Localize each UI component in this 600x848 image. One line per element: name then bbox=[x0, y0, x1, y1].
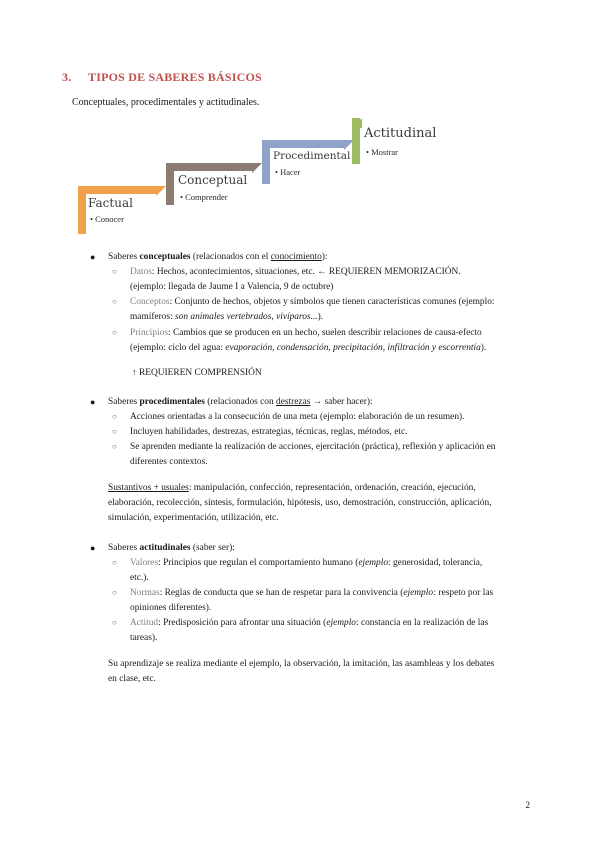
circle-bullet: ○ bbox=[112, 588, 117, 597]
principios-line-2: (ejemplo: ciclo del agua: evaporación, condensación, precipitación, infiltración y escorrentía). bbox=[130, 343, 487, 353]
procedimentales-item: Se aprenden mediante la realización de acciones, ejercitación (práctica), reflexión y aplicación en bbox=[130, 442, 496, 452]
closing-line: Su aprendizaje se realiza mediante el ejemplo, la observación, la imitación, las asambleas y los debates bbox=[108, 659, 495, 669]
datos-line-2: (ejemplo: llegada de Jaume I a Valencia, 9 de octubre) bbox=[130, 282, 334, 292]
valores-line: Valores: Principios que regulan el comportamiento humano (ejemplo: generosidad, tolerancia, bbox=[130, 558, 483, 568]
step-factual-label: Factual bbox=[88, 196, 133, 210]
circle-bullet: ○ bbox=[112, 558, 117, 567]
step-factual-corner bbox=[156, 186, 166, 196]
bullet-dot: ● bbox=[90, 397, 96, 407]
sustantivos-line-2: elaboración, recolección, síntesis, formulación, hipótesis, uso, demostración, construcción, aplicación, bbox=[108, 498, 492, 508]
procedimentales-lead: Saberes procedimentales (relacionados con destrezas → saber hacer): bbox=[108, 397, 373, 407]
step-procedimental-label: Procedimental bbox=[273, 150, 351, 162]
sustantivos-line: Sustantivos + usuales: manipulación, confección, representación, ordenación, creación, ejecución, bbox=[108, 483, 476, 493]
circle-bullet: ○ bbox=[112, 618, 117, 627]
normas-line: Normas: Reglas de conducta que se han de respetar para la convivencia (ejemplo: respeto por las bbox=[130, 588, 494, 598]
normas-line-2: opiniones diferentes). bbox=[130, 603, 212, 613]
step-factual-sub: • Conocer bbox=[90, 214, 124, 224]
circle-bullet: ○ bbox=[112, 442, 117, 451]
procedimentales-item-cont: diferentes contextos. bbox=[130, 457, 208, 467]
step-conceptual-sub: • Comprender bbox=[180, 192, 228, 202]
conceptos-line: Conceptos: Conjunto de hechos, objetos y símbolos que tienen características comunes (ejemplo: bbox=[130, 297, 495, 307]
step-factual-accent bbox=[78, 186, 156, 194]
step-procedimental-accent-vertical bbox=[262, 140, 270, 184]
conceptos-line-2: mamíferos: son animales vertebrados, vivíparos...). bbox=[130, 312, 324, 322]
step-actitudinal-label: Actitudinal bbox=[364, 126, 437, 141]
sustantivos-line-3: simulación, experimentación, utilización, etc. bbox=[108, 513, 279, 523]
step-conceptual-accent-vertical bbox=[166, 163, 174, 205]
step-actitudinal-corner bbox=[352, 118, 362, 128]
step-procedimental-accent bbox=[262, 140, 344, 148]
step-conceptual-corner bbox=[252, 163, 262, 173]
requieren-comprension: ↑ REQUIEREN COMPRENSIÓN bbox=[132, 368, 262, 378]
section-number: 3. bbox=[62, 70, 72, 84]
procedimentales-item: Acciones orientadas a la consecución de una meta (ejemplo: elaboración de un resumen). bbox=[130, 412, 465, 422]
section-intro: Conceptuales, procedimentales y actitudinales. bbox=[72, 97, 260, 108]
principios-line: Principios: Cambios que se producen en un hecho, suelen describir relaciones de causa-efecto bbox=[130, 328, 482, 338]
circle-bullet: ○ bbox=[112, 267, 117, 276]
actitud-line-2: tareas). bbox=[130, 633, 158, 643]
datos-line: Datos: Hechos, acontecimientos, situaciones, etc. ← REQUIEREN MEMORIZACIÓN. bbox=[130, 267, 461, 277]
conceptuales-lead: Saberes conceptuales (relacionados con el conocimiento): bbox=[108, 252, 328, 262]
step-factual-accent-vertical bbox=[78, 186, 86, 234]
procedimentales-item: Incluyen habilidades, destrezas, estrategias, técnicas, reglas, métodos, etc. bbox=[130, 427, 408, 437]
bullet-dot: ● bbox=[90, 543, 96, 553]
circle-bullet: ○ bbox=[112, 297, 117, 306]
actitudinales-lead: Saberes actitudinales (saber ser): bbox=[108, 543, 235, 553]
step-actitudinal-sub: • Mostrar bbox=[366, 147, 399, 157]
step-conceptual-label: Conceptual bbox=[178, 173, 248, 187]
closing-line-2: en clase, etc. bbox=[108, 674, 156, 684]
circle-bullet: ○ bbox=[112, 328, 117, 337]
actitud-line: Actitud: Predisposición para afrontar una situación (ejemplo: constancia en la realización de las bbox=[130, 618, 489, 628]
bullet-dot: ● bbox=[90, 252, 96, 262]
valores-line-2: etc.). bbox=[130, 573, 149, 583]
circle-bullet: ○ bbox=[112, 427, 117, 436]
step-procedimental-sub: • Hacer bbox=[275, 167, 301, 177]
step-conceptual-accent bbox=[166, 163, 252, 171]
section-title: TIPOS DE SABERES BÁSICOS bbox=[88, 70, 262, 84]
page-number: 2 bbox=[525, 800, 530, 810]
section-heading bbox=[62, 70, 262, 85]
circle-bullet: ○ bbox=[112, 412, 117, 421]
